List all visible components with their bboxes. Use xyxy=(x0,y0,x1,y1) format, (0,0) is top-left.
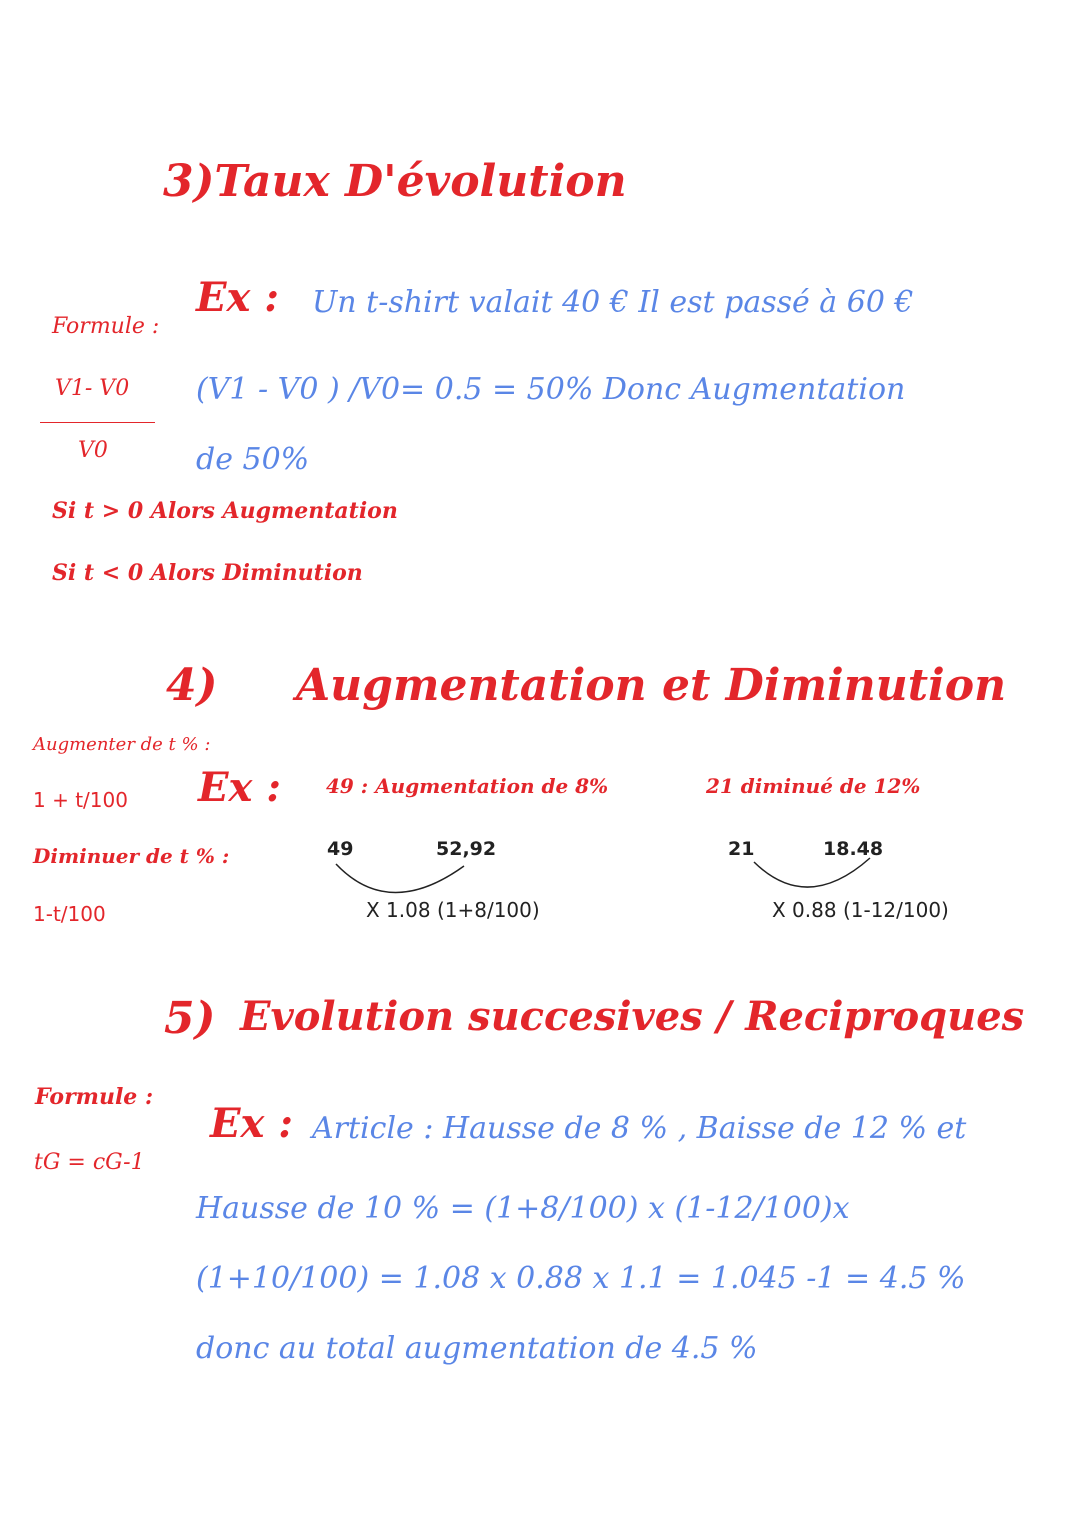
section5-example-line3: (1+10/100) = 1.08 x 0.88 x 1.1 = 1.045 -1 = 4.5 % xyxy=(196,1261,966,1296)
section3-formula-numerator: V1- V0 xyxy=(55,376,130,401)
section3-ex-label: Ex : xyxy=(196,274,280,321)
section4-increase-formula: 1 + t/100 xyxy=(33,788,128,812)
example1-start: 49 xyxy=(327,838,354,860)
section5-example-line2: Hausse de 10 % = (1+8/100) x (1-12/100)x xyxy=(196,1191,850,1226)
section3-example-line3: de 50% xyxy=(196,442,310,477)
section5-example-line4: donc au total augmentation de 4.5 % xyxy=(196,1331,758,1366)
example2-heading: 21 diminué de 12% xyxy=(706,774,921,798)
section4-ex-label: Ex : xyxy=(198,764,282,811)
section4-decrease-formula: 1-t/100 xyxy=(33,902,106,926)
example1-multiplier: X 1.08 (1+8/100) xyxy=(366,898,540,922)
example1-arc xyxy=(334,862,474,902)
example2-start: 21 xyxy=(728,838,755,860)
section3-example-line2: (V1 - V0 ) /V0= 0.5 = 50% Donc Augmentation xyxy=(196,372,906,407)
example2-arc xyxy=(752,856,882,896)
section3-example-line1: Un t-shirt valait 40 € Il est passé à 60 € xyxy=(312,285,914,320)
example1-end: 52,92 xyxy=(436,838,497,860)
section5-example-line1: Article : Hausse de 8 % , Baisse de 12 % et xyxy=(312,1111,967,1146)
section3-title: 3)Taux D'évolution xyxy=(163,156,627,207)
example2-end: 18.48 xyxy=(823,838,884,860)
section4-decrease-label: Diminuer de t % : xyxy=(33,844,230,868)
section3-formula-label: Formule : xyxy=(52,314,160,339)
section3-formula-denominator: V0 xyxy=(78,438,108,463)
section5-title-number: 5) xyxy=(164,993,216,1044)
section4-increase-label: Augmenter de t % : xyxy=(33,734,211,755)
section5-ex-label: Ex : xyxy=(210,1100,294,1147)
section4-title-number: 4) xyxy=(166,660,218,711)
example1-heading: 49 : Augmentation de 8% xyxy=(326,774,609,798)
example2-multiplier: X 0.88 (1-12/100) xyxy=(772,898,949,922)
section4-title-text: Augmentation et Diminution xyxy=(296,660,1007,711)
section5-title-text: Evolution succesives / Reciproques xyxy=(240,993,1025,1040)
section3-condition-negative: Si t < 0 Alors Diminution xyxy=(52,560,363,586)
formula-fraction-bar xyxy=(40,422,155,423)
section5-formula-label: Formule : xyxy=(35,1084,154,1110)
section3-condition-positive: Si t > 0 Alors Augmentation xyxy=(52,498,398,524)
section5-formula: tG = cG-1 xyxy=(34,1150,145,1175)
